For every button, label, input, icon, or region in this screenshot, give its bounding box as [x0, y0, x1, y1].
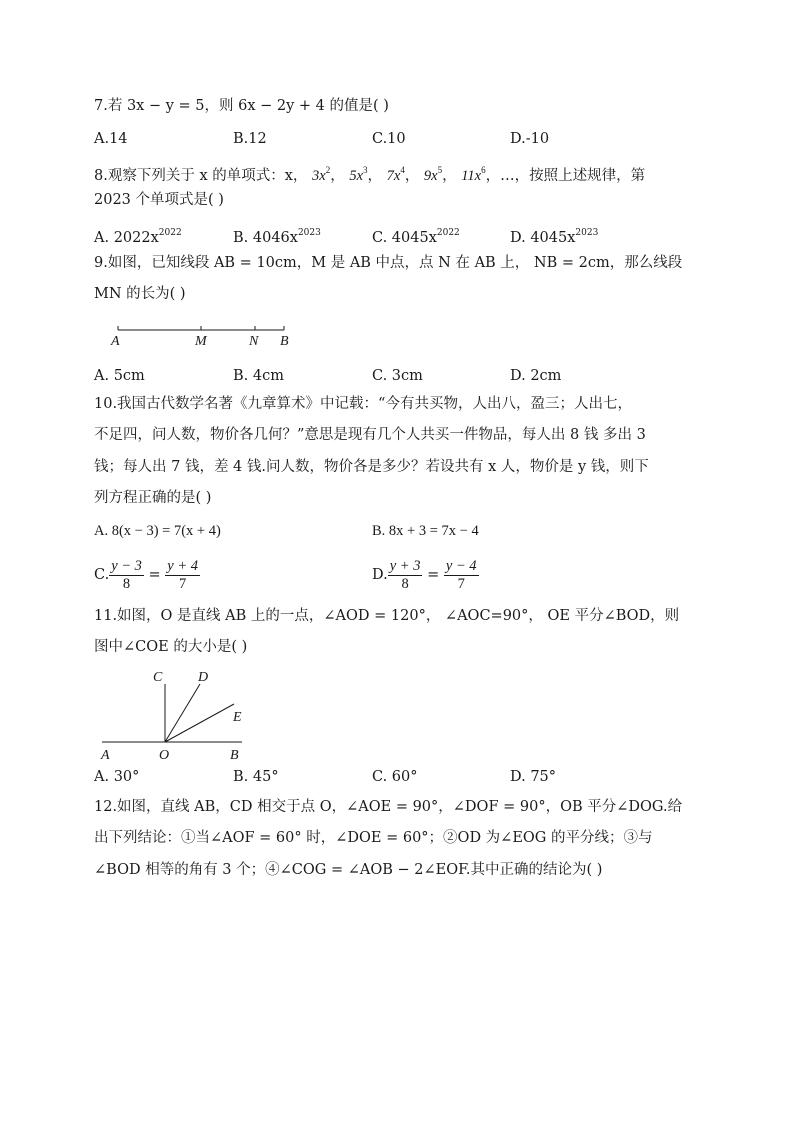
- q10-stem-line4: 列方程正确的是( ): [94, 490, 212, 506]
- q10-option-b: B. 8x + 3 = 7x − 4: [372, 523, 479, 539]
- q11-option-c: C. 60°: [372, 769, 418, 785]
- q11-stem-line1: 11.如图，O 是直线 AB 上的一点，∠AOD = 120°， ∠AOC=90°， OE 平分∠BOD，则: [94, 608, 680, 624]
- q7-option-a: A.14: [94, 131, 128, 147]
- label-b: B: [230, 748, 239, 763]
- q8-stem-prefix: 8.观察下列关于 x 的单项式：x，: [94, 168, 308, 184]
- q9-stem-line1: 9.如图，已知线段 AB = 10cm，M 是 AB 中点，点 N 在 AB 上， NB = 2cm，那么线段: [94, 255, 683, 271]
- q10-stem-line1: 10.我国古代数学名著《九章算术》中记载：“今有共买物，人出八，盈三；人出七，: [94, 396, 632, 412]
- q9-option-c: C. 3cm: [372, 368, 423, 384]
- q10-option-d: D. $\frac{y + 3}{8}$ = $\frac{y - 4}{7}$: [372, 557, 477, 592]
- q11-stem-line2: 图中∠COE 的大小是( ): [94, 639, 248, 655]
- q8-option-a: A. $2022x^{2022}$: [94, 228, 182, 246]
- label-b: B: [280, 334, 289, 349]
- q12-stem-line2: 出下列结论：①当∠AOF = 60° 时，∠DOE = 60°；②OD 为∠EOG 的平分线；③与: [94, 830, 653, 846]
- q11-option-a: A. 30°: [94, 769, 140, 785]
- q9-segment-figure: [100, 318, 300, 350]
- q8-option-b: B. $4046x^{2023}$: [233, 228, 321, 246]
- label-a: A: [101, 748, 110, 763]
- q11-angle-figure: [96, 664, 256, 764]
- q11-option-b: B. 45°: [233, 769, 279, 785]
- q10-stem-line3: 钱；每人出 7 钱，差 4 钱.问人数，物价各是多少？若设共有 x 人，物价是 y 钱，则下: [94, 459, 649, 475]
- q8-stem-line1: 8.观察下列关于 x 的单项式：x， $3x^2$， $5x^3$， $7x^4$， $9x^5$， $11x^6$，…，按照上述规律，第: [94, 165, 646, 184]
- label-e: E: [233, 710, 242, 725]
- label-m: M: [195, 334, 207, 349]
- q10-option-a: A. 8(x − 3) = 7(x + 4): [94, 523, 221, 539]
- q10-stem-line2: 不足四，问人数，物价各几何？”意思是现有几个人共买一件物品，每人出 8 钱 多出 3: [94, 427, 646, 443]
- label-a: A: [111, 334, 120, 349]
- label-c: C: [153, 670, 163, 685]
- q12-stem-line1: 12.如图，直线 AB，CD 相交于点 O，∠AOE = 90°，∠DOF = 90°，OB 平分∠DOG.给: [94, 799, 683, 815]
- label-o: O: [159, 748, 170, 763]
- q8-monomial: $9x^5$: [423, 165, 443, 184]
- ray-oe: [165, 704, 234, 742]
- q7-option-c: C.10: [372, 131, 406, 147]
- q12-stem-line3: ∠BOD 相等的角有 3 个；④∠COG = ∠AOB − 2∠EOF.其中正确的结论为( ): [94, 862, 603, 878]
- q8-stem-suffix: ，…，按照上述规律，第: [485, 168, 646, 184]
- q8-monomial: $7x^4$: [386, 165, 405, 184]
- q8-monomial: $5x^3$: [349, 165, 368, 184]
- q11-option-d: D. 75°: [510, 769, 557, 785]
- q9-option-a: A. 5cm: [94, 368, 145, 384]
- q8-monomial: $3x^2$: [312, 165, 331, 184]
- q7-option-b: B.12: [233, 131, 267, 147]
- q9-option-d: D. 2cm: [510, 368, 562, 384]
- q9-stem-line2: MN 的长为( ): [94, 286, 186, 302]
- q8-stem-line2: 2023 个单项式是( ): [94, 192, 224, 208]
- q10-option-c: C. $\frac{y - 3}{8}$ = $\frac{y + 4}{7}$: [94, 557, 199, 592]
- q8-option-d: D. $4045x^{2023}$: [510, 228, 599, 246]
- ray-od: [165, 684, 200, 742]
- q9-option-b: B. 4cm: [233, 368, 284, 384]
- label-n: N: [249, 334, 259, 349]
- q7-option-d: D.-10: [510, 131, 550, 147]
- q7-stem: 7.若 3x − y = 5，则 6x − 2y + 4 的值是( ): [94, 98, 389, 114]
- q8-option-c: C. $4045x^{2022}$: [372, 228, 460, 246]
- q8-monomial: $11x^6$: [461, 165, 486, 184]
- label-d: D: [198, 670, 209, 685]
